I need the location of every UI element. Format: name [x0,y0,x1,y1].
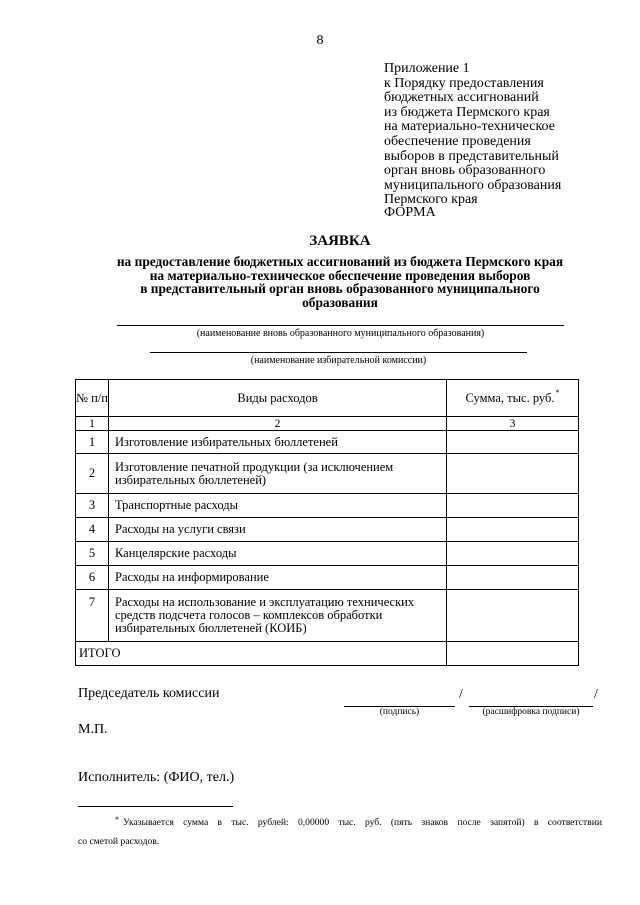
index-cell: 2 [109,417,447,431]
row-num: 5 [76,542,109,566]
table-total-row [76,642,579,666]
appendix-line: муниципального образования [384,177,562,193]
index-cell: 1 [76,417,109,431]
appendix-line: на материально-техническое [384,119,555,135]
subtitle-line: на предоставление бюджетных ассигнований из бюджета Пермского края [116,254,564,269]
document-title: ЗАЯВКА [309,233,371,249]
table-row [76,590,579,642]
municipality-caption: (наименование вновь образованного муниципального образования) [196,328,485,339]
slash-separator: / [594,687,598,702]
subtitle-line: образования [302,294,378,310]
row-expense-name: Расходы на использование и эксплуатацию технических средств подсчета голосов – комплексов обработки избирательных бюллетеней (КОИБ) [109,590,447,642]
table-row [76,542,579,566]
appendix-block [384,62,624,208]
column-index-row [76,417,579,431]
row-num: 6 [76,566,109,590]
commission-caption: (наименование избирательной комиссии) [250,355,427,366]
table-row [76,454,579,494]
table-header-row [76,380,579,417]
row-num: 1 [76,431,109,454]
row-sum-input[interactable] [447,518,579,542]
footnote-mark: * [115,815,119,824]
header-sum-label: Сумма, тыс. руб. [465,390,555,405]
row-num: 7 [76,590,109,642]
appendix-line: орган вновь образованного [384,163,546,179]
header-expense-type: Виды расходов [109,380,447,417]
commission-fill-line[interactable] [150,352,527,353]
row-expense-name: Расходы на услуги связи [109,518,447,542]
row-num: 2 [76,454,109,494]
row-sum-input[interactable] [447,431,579,454]
row-sum-input[interactable] [447,566,579,590]
header-sum [447,380,579,417]
executor-label: Исполнитель: (ФИО, тел.) [78,770,235,785]
appendix-line: обеспечение проведения [384,133,531,149]
index-cell: 3 [447,417,579,431]
row-expense-name: Расходы на информирование [109,566,447,590]
table-row [76,566,579,590]
table-row [76,518,579,542]
appendix-line: выборов в представительный [384,148,559,164]
row-num: 3 [76,494,109,518]
table-row [76,494,579,518]
subtitle-line: в представительный орган вновь образованного муниципального [140,281,540,297]
subtitle-line: на материально-техническое обеспечение проведения выборов [149,267,531,283]
footnote [78,813,602,851]
row-sum-input[interactable] [447,542,579,566]
row-expense-name: Транспортные расходы [109,494,447,518]
appendix-line: Пермского края [384,192,478,208]
appendix-line: Приложение 1 [384,61,470,76]
form-label: ФОРМА [384,205,436,220]
signature-decode-caption: (расшифровка подписи) [482,707,580,717]
row-sum-input[interactable] [447,454,579,494]
header-num: № п/п [76,380,109,417]
chairman-label: Председатель комиссии [78,686,220,701]
footnote-text: Указывается сумма в тыс. рублей: 0,00000 тыс. руб. (пять знаков после запятой) в соответствии [123,817,602,828]
row-expense-name: Изготовление избирательных бюллетеней [109,431,447,454]
footnote-second-line: со сметой расходов. [78,836,160,847]
row-num: 4 [76,518,109,542]
municipality-fill-line[interactable] [117,325,564,326]
signature-caption: (подпись) [379,707,420,717]
expenses-table [75,379,579,666]
appendix-line: из бюджета Пермского края [384,104,550,120]
row-expense-name: Канцелярские расходы [109,542,447,566]
row-sum-input[interactable] [447,494,579,518]
table-row [76,431,579,454]
footnote-mark: * [555,387,560,397]
appendix-line: бюджетных ассигнований [384,90,539,106]
total-label: ИТОГО [76,642,447,666]
footnote-first-line [78,813,602,832]
row-sum-input[interactable] [447,590,579,642]
total-sum-input[interactable] [447,642,579,666]
page-number: 8 [316,33,324,48]
document-subtitle [70,255,610,309]
footnote-separator [78,806,233,807]
slash-separator: / [459,687,463,702]
seal-place-label: М.П. [78,722,108,737]
appendix-line: к Порядку предоставления [384,75,544,91]
row-expense-name: Изготовление печатной продукции (за исключением избирательных бюллетеней) [109,454,447,494]
